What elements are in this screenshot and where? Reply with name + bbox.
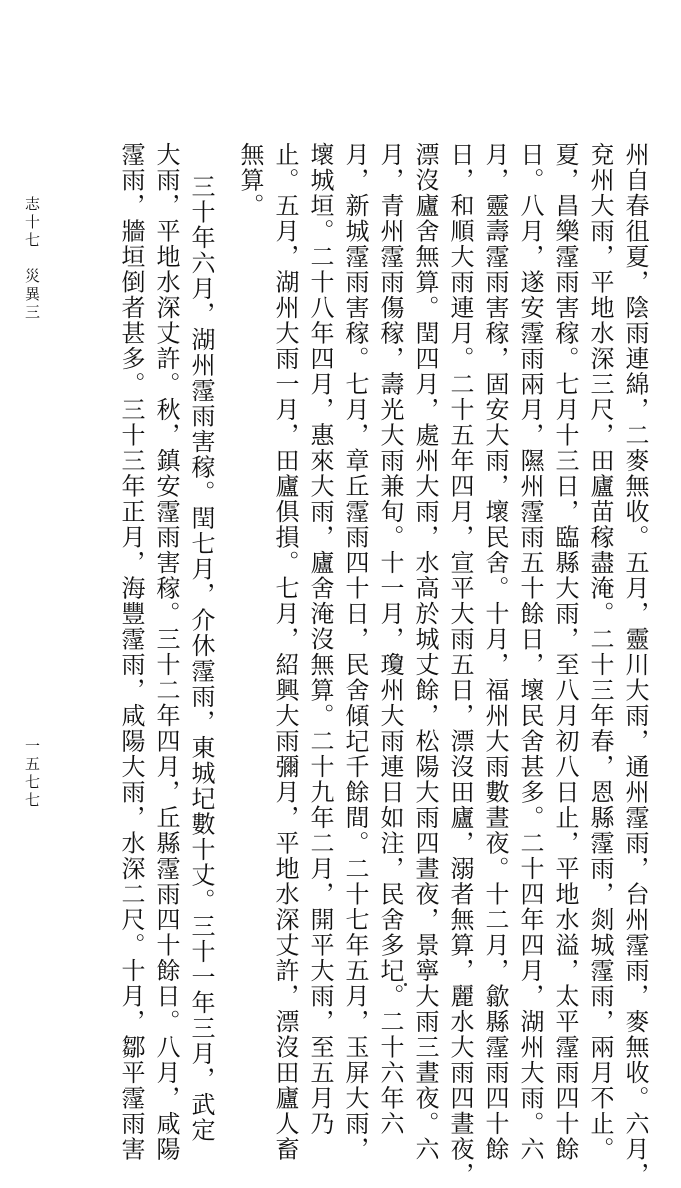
text-column-2: 兗州大雨，平地水深三尺，田廬苗稼盡淹。二十三年春，恩縣霪雨，剡城霪雨，兩月不止。 (586, 142, 614, 1162)
stray-mark (404, 983, 407, 986)
text-column-1: 州自春徂夏，陰雨連綿，二麥無收。五月，靈川大雨，通州霪雨，台州霪雨，麥無收。六月， (621, 142, 649, 1188)
text-column-11: 止。五月，湖州大雨一月，田廬俱損。七月，紹興大雨彌月，平地水深丈許，漂沒田廬人畜 (271, 142, 299, 1162)
text-column-15: 霪雨，牆垣倒者甚多。三十三年正月，海豐霪雨，咸陽大雨，水深二尺。十月，鄒平霪雨害 (117, 142, 145, 1162)
text-column-8: 月，青州霪雨傷稼，壽光大雨兼旬。十一月，瓊州大雨連日如注，民舍多圮。二十六年六 (376, 142, 404, 1137)
text-column-10: 壞城垣。二十八年四月，惠來大雨，廬舍淹沒無算。二十九年二月，開平大雨，至五月乃 (306, 142, 334, 1137)
text-column-7: 漂沒廬舍無算。閏四月，處州大雨，水高於城丈餘，松陽大雨四晝夜，景寧大雨三晝夜。六 (411, 142, 439, 1162)
text-column-3: 夏，昌樂霪雨害稼。七月十三日，臨縣大雨，至八月初八日止，平地水溢，太平霪雨四十餘 (551, 142, 579, 1162)
text-column-13: 三十年六月，湖州霪雨害稼。閏七月，介休霪雨，東城圮數十丈。三十一年三月，武定 (187, 174, 215, 1143)
text-column-14: 大雨，平地水深丈許。秋，鎮安霪雨害稼。三十二年四月，丘縣霪雨四十餘日。八月，咸陽 (152, 142, 180, 1162)
text-column-6: 日，和順大雨連月。二十五年四月，宣平大雨五日，漂沒田廬，溺者無算，麗水大雨四晝夜， (446, 142, 474, 1188)
text-column-4: 日。八月，遂安霪雨兩月，隰州霪雨五十餘日，壞民舍甚多。二十四年四月，湖州大雨。六 (516, 142, 544, 1162)
text-column-12: 無算。 (236, 142, 264, 219)
text-column-5: 月，靈壽霪雨害稼，固安大雨，壞民舍。十月，福州大雨數晝夜。十二月，歙縣霪雨四十餘 (481, 142, 509, 1162)
page-number: 一五七七 (23, 738, 41, 810)
text-column-9: 月，新城霪雨害稼。七月，章丘霪雨四十日，民舍傾圮千餘間。二十七年五月，玉屏大雨， (341, 142, 369, 1162)
running-header: 志十七 災異三 (23, 196, 41, 322)
